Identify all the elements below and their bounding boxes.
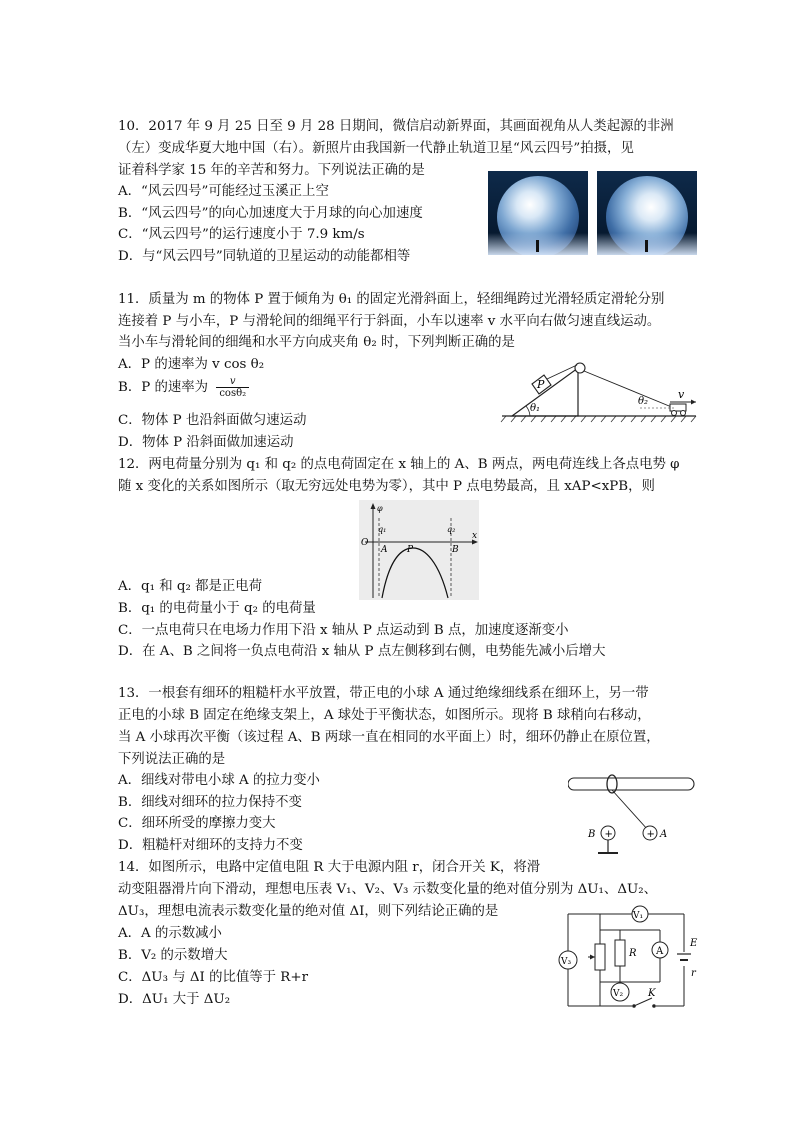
- q11-option-b-fraction: [216, 376, 249, 399]
- circuit-figure: [548, 900, 708, 1016]
- origin-label: O: [361, 538, 369, 548]
- rheostat: [595, 944, 605, 970]
- q14-option-a[interactable]: A．A 的示数减小: [118, 926, 222, 941]
- rod-ring-figure: [568, 770, 698, 858]
- potential-curve: [382, 548, 448, 598]
- q12-stem-line1: 12．两电荷量分别为 q₁ 和 q₂ 的点电荷固定在 x 轴上的 A、B 两点，两电荷连线上各点电势 φ: [118, 457, 680, 472]
- q11-option-b-prefix: B．P 的速率为: [118, 380, 209, 395]
- internal-r-label: r: [691, 968, 696, 979]
- q13-stem-line2: 正电的小球 B 固定在绝缘支架上，A 球处于平衡状态，如图所示。现将 B 球稍向右移动，: [118, 708, 651, 723]
- q13-stem-line1: 13．一根套有细环的粗糙杆水平放置，带正电的小球 A 通过绝缘细线系在细环上，另一带: [118, 686, 649, 701]
- emf-label: E: [690, 938, 698, 949]
- q14-option-c[interactable]: C．ΔU₃ 与 ΔI 的比值等于 R+r: [118, 970, 308, 985]
- v3-label: V₃: [561, 957, 572, 967]
- q10-option-d[interactable]: D．与“风云四号”同轨道的卫星运动的动能都相等: [118, 249, 411, 264]
- q10-option-a[interactable]: A．“风云四号”可能经过玉溪正上空: [118, 184, 329, 199]
- point-b-label: B: [452, 545, 459, 555]
- q11-option-d[interactable]: D．物体 P 沿斜面做加速运动: [118, 435, 294, 450]
- resistor-r: [615, 940, 625, 966]
- q13-option-d[interactable]: D．粗糙杆对细环的支持力不变: [118, 838, 303, 853]
- q13-option-c[interactable]: C．细环所受的摩擦力变大: [118, 816, 276, 831]
- q14-stem-line1: 14．如图所示，电路中定值电阻 R 大于电源内阻 r，闭合开关 K，将滑: [118, 860, 541, 875]
- resistor-r-label: R: [629, 948, 637, 959]
- q12-stem-line2: 随 x 变化的关系如图所示（取无穷远处电势为零），其中 P 点电势最高，且 xAP<xPB，则: [118, 479, 655, 494]
- q10-option-b[interactable]: B．“风云四号”的向心加速度大于月球的向心加速度: [118, 206, 423, 221]
- q13-stem-line3: 当 A 小球再次平衡（该过程 A、B 两球一直在相同的水平面上）时，细环仍静止在原位置，: [118, 730, 660, 745]
- q1-label: q₁: [378, 525, 387, 534]
- incline: [512, 368, 578, 416]
- q11-stem-line2: 连接着 P 与小车，P 与滑轮间的细绳平行于斜面，小车以速率 v 水平向右做匀速直线运动。: [118, 314, 661, 329]
- pulley: [575, 363, 585, 373]
- q12-option-c[interactable]: C．一点电荷只在电场力作用下沿 x 轴从 P 点运动到 B 点，加速度逐渐变小: [118, 623, 569, 638]
- q10-stem-line2: （左）变成华夏大地中国（右）。新照片由我国新一代静止轨道卫星“风云四号”拍摄，见: [118, 141, 634, 156]
- ball-b-charge: +: [604, 829, 613, 840]
- q11-option-a[interactable]: A．P 的速率为 v cos θ₂: [118, 357, 265, 372]
- q10-stem-line3: 证着科学家 15 年的辛苦和努力。下列说法正确的是: [118, 163, 425, 178]
- q11-option-b[interactable]: [118, 376, 249, 399]
- rough-rod: [568, 778, 694, 790]
- q2-label: q₂: [447, 525, 456, 534]
- q12-option-b[interactable]: B．q₁ 的电荷量小于 q₂ 的电荷量: [118, 601, 316, 616]
- fraction-numerator: v: [216, 376, 249, 388]
- q10-option-c[interactable]: C．“风云四号”的运行速度小于 7.9 km/s: [118, 227, 365, 242]
- earth-photo-right: [597, 171, 697, 255]
- q11-stem-line1: 11．质量为 m 的物体 P 置于倾角为 θ₁ 的固定光滑斜面上，轻细绳跨过光滑轻质定滑轮分别: [118, 292, 665, 307]
- ball-a-charge: +: [646, 829, 655, 840]
- ball-a-label: A: [660, 829, 668, 840]
- q11-option-c[interactable]: C．物体 P 也沿斜面做匀速运动: [118, 413, 307, 428]
- string: [612, 790, 648, 830]
- ball-b-label: B: [588, 829, 596, 840]
- earth-photo-left: [488, 171, 588, 255]
- q14-stem-line3: ΔU₃，理想电流表示数变化量的绝对值 ΔI，则下列结论正确的是: [118, 904, 499, 919]
- block-p-label: P: [537, 378, 545, 391]
- x-axis-label: x: [472, 531, 478, 541]
- q12-option-d[interactable]: D．在 A、B 之间将一负点电荷沿 x 轴从 P 点左侧移到右侧，电势能先减小后增大: [118, 644, 606, 659]
- q12-option-a[interactable]: A．q₁ 和 q₂ 都是正电荷: [118, 579, 263, 594]
- theta2-label: θ₂: [638, 396, 649, 407]
- phi-axis-label: φ: [377, 504, 383, 513]
- v1-label: V₁: [633, 911, 644, 921]
- v2-label: V₂: [613, 989, 624, 999]
- q13-stem-line4: 下列说法正确的是: [118, 752, 226, 767]
- q10-stem-line1: 10．2017 年 9 月 25 日至 9 月 28 日期间，微信启动新界面，其画面视角从人类起源的非洲: [118, 119, 674, 134]
- q13-option-b[interactable]: B．细线对细环的拉力保持不变: [118, 795, 302, 810]
- q14-option-b[interactable]: B．V₂ 的示数增大: [118, 948, 228, 963]
- incline-pulley-figure: [500, 356, 700, 428]
- q11-stem-line3: 当小车与滑轮间的细绳和水平方向成夹角 θ₂ 时，下列判断正确的是: [118, 335, 515, 350]
- point-a-label: A: [381, 545, 388, 555]
- cart: [670, 404, 686, 411]
- q14-stem-line2: 动变阻器滑片向下滑动，理想电压表 V₁、V₂、V₃ 示数变化量的绝对值分别为 ΔU₁、ΔU₂、: [118, 882, 658, 897]
- potential-graph: [359, 500, 479, 600]
- theta1-label: θ₁: [530, 403, 541, 414]
- block-p: [532, 375, 551, 394]
- velocity-label: v: [678, 388, 685, 401]
- point-p-label: P: [407, 545, 414, 555]
- q14-option-d[interactable]: D．ΔU₁ 大于 ΔU₂: [118, 992, 231, 1007]
- ammeter-label: A: [656, 946, 664, 957]
- q13-option-a[interactable]: A．细线对带电小球 A 的拉力变小: [118, 773, 320, 788]
- fraction-denominator: cosθ₂: [219, 388, 247, 399]
- switch-k-label: K: [648, 988, 656, 999]
